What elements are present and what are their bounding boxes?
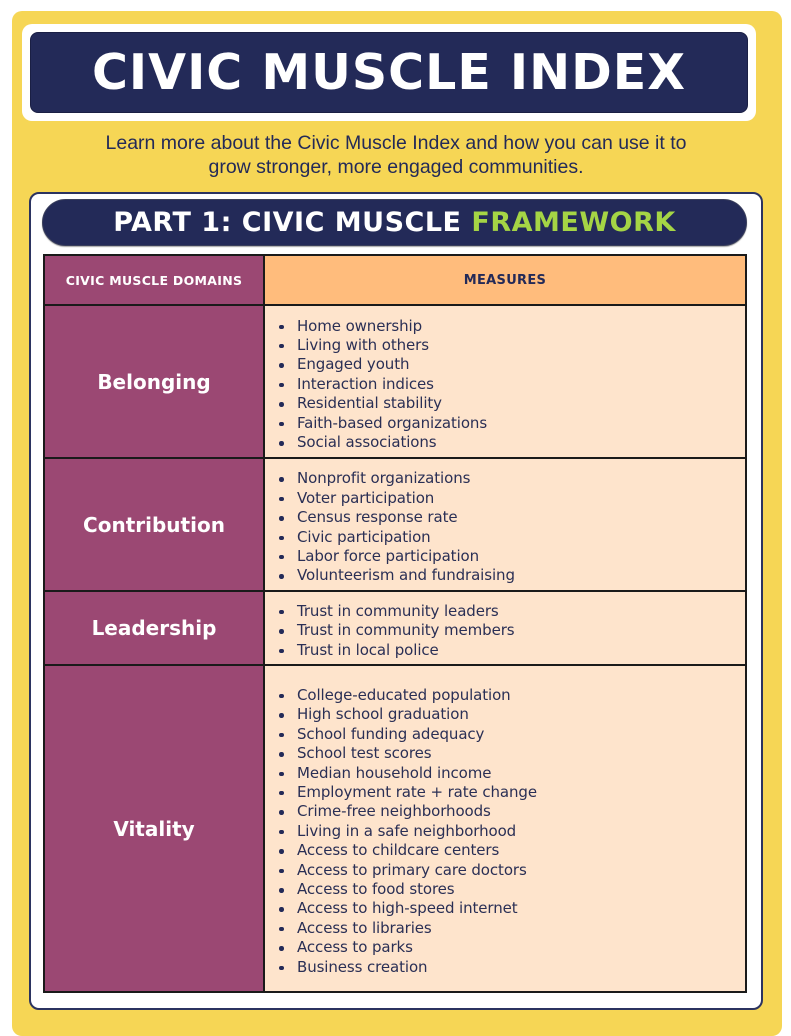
bullet-icon: [279, 888, 284, 893]
list-item: Employment rate + rate change: [297, 783, 745, 802]
list-item: Access to parks: [297, 938, 745, 957]
column-header-measures: MEASURES: [264, 255, 746, 305]
measures-cell: [264, 665, 746, 992]
domain-cell: Belonging: [44, 305, 264, 458]
bullet-icon: [279, 555, 284, 560]
bullet-icon: [279, 966, 284, 971]
bullet-icon: [279, 927, 284, 932]
bullet-icon: [279, 946, 284, 951]
domain-cell: Contribution: [44, 458, 264, 591]
bullet-icon: [279, 363, 284, 368]
measures-list: [265, 311, 745, 453]
bullet-icon: [279, 574, 284, 579]
bullet-icon: [279, 629, 284, 634]
bullet-icon: [279, 810, 284, 815]
list-item: Trust in community members: [297, 621, 745, 640]
bullet-icon: [279, 441, 284, 446]
bullet-icon: [279, 791, 284, 796]
list-item: High school graduation: [297, 705, 745, 724]
subtitle-line-1: Learn more about the Civic Muscle Index and how you can use it to: [105, 132, 687, 154]
table-header-row: [44, 255, 746, 305]
domain-cell: Vitality: [44, 665, 264, 992]
measures-list: [265, 463, 745, 585]
bullet-icon: [279, 772, 284, 777]
title-banner-inner: [30, 32, 748, 113]
list-item: Social associations: [297, 433, 745, 452]
list-item: Access to primary care doctors: [297, 861, 745, 880]
list-item: Faith-based organizations: [297, 414, 745, 433]
list-item: Access to libraries: [297, 919, 745, 938]
framework-table: [43, 254, 747, 993]
list-item: College-educated population: [297, 686, 745, 705]
list-item: Civic participation: [297, 528, 745, 547]
bullet-icon: [279, 422, 284, 427]
column-header-domains: CIVIC MUSCLE DOMAINS: [44, 255, 264, 305]
bullet-icon: [279, 516, 284, 521]
measures-cell: [264, 458, 746, 591]
bullet-icon: [279, 649, 284, 654]
bullet-icon: [279, 869, 284, 874]
list-item: Engaged youth: [297, 355, 745, 374]
bullet-icon: [279, 907, 284, 912]
bullet-icon: [279, 733, 284, 738]
list-item: Trust in local police: [297, 641, 745, 660]
list-item: Median household income: [297, 764, 745, 783]
bullet-icon: [279, 694, 284, 699]
table-row-belonging: [44, 305, 746, 458]
list-item: Access to childcare centers: [297, 841, 745, 860]
bullet-icon: [279, 713, 284, 718]
list-item: Living in a safe neighborhood: [297, 822, 745, 841]
list-item: Labor force participation: [297, 547, 745, 566]
subtitle: [40, 131, 752, 179]
table-row-contribution: [44, 458, 746, 591]
list-item: Access to food stores: [297, 880, 745, 899]
measures-cell: [264, 305, 746, 458]
list-item: Living with others: [297, 336, 745, 355]
bullet-icon: [279, 752, 284, 757]
section-title-main: PART 1: CIVIC MUSCLE: [113, 207, 472, 238]
bullet-icon: [279, 402, 284, 407]
list-item: Interaction indices: [297, 375, 745, 394]
list-item: Residential stability: [297, 394, 745, 413]
list-item: Voter participation: [297, 489, 745, 508]
list-item: Trust in community leaders: [297, 602, 745, 621]
bullet-icon: [279, 610, 284, 615]
table-row-leadership: [44, 591, 746, 665]
bullet-icon: [279, 344, 284, 349]
bullet-icon: [279, 849, 284, 854]
list-item: Business creation: [297, 958, 745, 977]
bullet-icon: [279, 536, 284, 541]
list-item: Nonprofit organizations: [297, 469, 745, 488]
list-item: School test scores: [297, 744, 745, 763]
measures-list: [265, 680, 745, 977]
bullet-icon: [279, 477, 284, 482]
list-item: Crime-free neighborhoods: [297, 802, 745, 821]
measures-list: [265, 596, 745, 660]
bullet-icon: [279, 830, 284, 835]
page-title: CIVIC MUSCLE INDEX: [91, 44, 687, 101]
list-item: Volunteerism and fundraising: [297, 566, 745, 585]
list-item: Home ownership: [297, 317, 745, 336]
list-item: School funding adequacy: [297, 725, 745, 744]
list-item: Census response rate: [297, 508, 745, 527]
bullet-icon: [279, 497, 284, 502]
domain-cell: Leadership: [44, 591, 264, 665]
list-item: Access to high-speed internet: [297, 899, 745, 918]
measures-cell: [264, 591, 746, 665]
section-heading: [42, 199, 747, 246]
section-title-accent: FRAMEWORK: [471, 207, 676, 238]
title-banner: [22, 24, 756, 121]
bullet-icon: [279, 325, 284, 330]
table-row-vitality: [44, 665, 746, 992]
bullet-icon: [279, 383, 284, 388]
subtitle-line-2: grow stronger, more engaged communities.: [208, 156, 584, 178]
